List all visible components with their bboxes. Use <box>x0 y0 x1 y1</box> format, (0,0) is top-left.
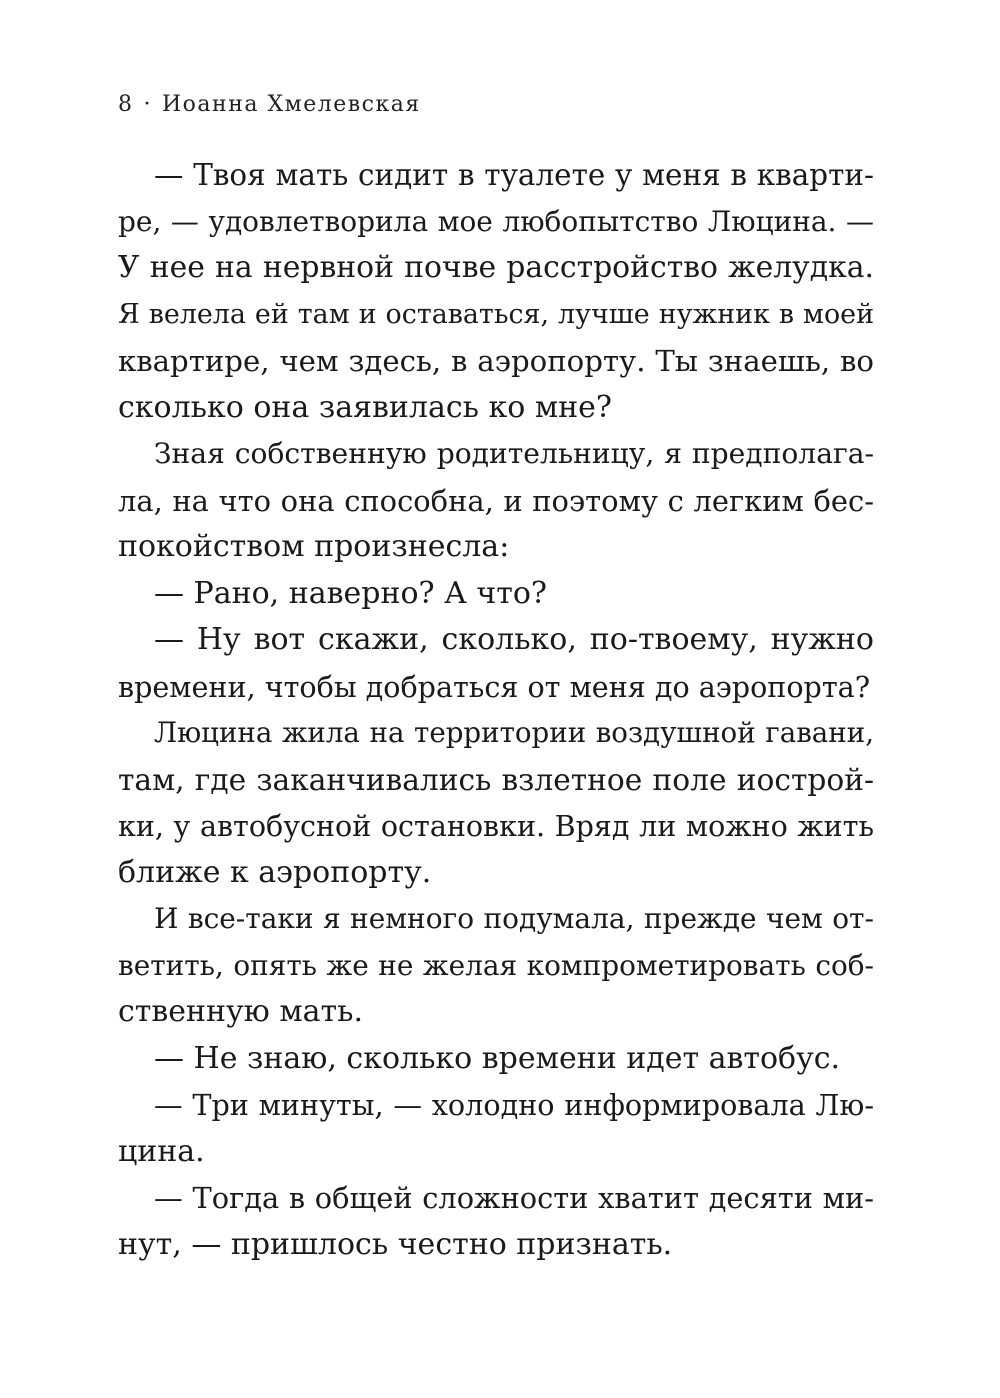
running-head <box>118 92 421 117</box>
text-line: И все-таки я немного подумала, прежде чем от- <box>154 902 874 935</box>
text-line: ки, у автобусной остановки. Вряд ли можно жить <box>118 809 874 843</box>
text-line: ла, на что она способна, и поэтому с легким бес- <box>118 483 874 518</box>
text-line: — Твоя мать сидит в туалете у меня в кварти- <box>154 158 874 192</box>
body-text <box>118 152 874 1268</box>
text-line: — Не знаю, сколько времени идет автобус. <box>154 1040 841 1076</box>
text-line: Я велела ей там и оставаться, лучше нужник в моей <box>118 298 874 330</box>
text-line: — Тогда в общей сложности хватит десяти ми- <box>154 1181 874 1215</box>
text-line: нут, — пришлось честно признать. <box>118 1226 673 1262</box>
text-line: ветить, опять же не желая компрометировать соб- <box>118 948 874 982</box>
page-number: 8 <box>118 92 134 117</box>
text-line: — Рано, наверно? А что? <box>154 575 547 611</box>
text-line: там, где заканчивались взлетное поле иострой- <box>118 761 874 797</box>
header-separator: · <box>143 92 152 117</box>
text-line: ближе к аэропорту. <box>118 854 432 890</box>
text-line: времени, чтобы добраться от меня до аэропорта? <box>118 669 871 704</box>
text-line: сколько она заявилась ко мне? <box>118 389 613 425</box>
text-line: У нее на нервной почве расстройство желудка. <box>118 250 874 285</box>
text-line: ственную мать. <box>118 994 364 1029</box>
text-line: квартире, чем здесь, в аэропорту. Ты знаешь, во <box>118 344 874 378</box>
text-line: — Ну вот скажи, сколько, по-твоему, нужно <box>154 622 874 657</box>
text-line: ре, — удовлетворила мое любопытство Люцина. — <box>118 204 874 238</box>
text-line: покойством произнесла: <box>118 529 510 564</box>
author-name: Иоанна Хмелевская <box>162 92 421 117</box>
text-line: Зная собственную родительницу, я предполага- <box>154 437 874 470</box>
text-line: Люцина жила на территории воздушной гавани, <box>154 716 874 749</box>
text-line: цина. <box>118 1133 205 1169</box>
text-line: — Три минуты, — холодно информировала Лю- <box>154 1088 874 1122</box>
